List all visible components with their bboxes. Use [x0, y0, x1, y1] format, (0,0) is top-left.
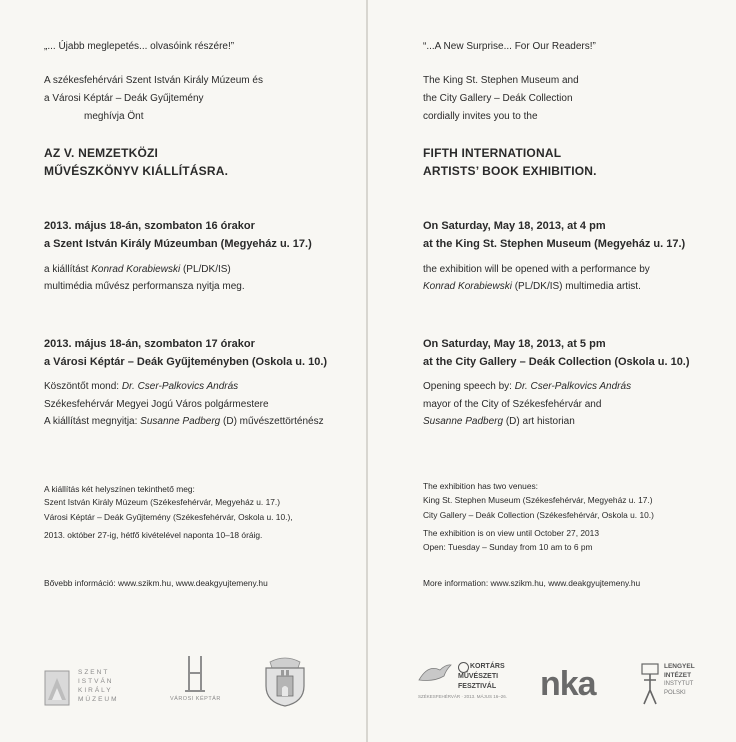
en-event2-text: Opening speech by: Dr. Cser-Palkovics András — [423, 381, 632, 392]
festival-bird-icon — [418, 662, 452, 684]
en-intro-line: The King St. Stephen Museum and — [423, 75, 579, 86]
en-venues-line: Open: Tuesday – Sunday from 10 am to 6 pm — [423, 542, 593, 552]
en-title-line: ARTISTS’ BOOK EXHIBITION. — [423, 164, 597, 178]
museum-logo-text: MÚZEUM — [78, 696, 119, 703]
en-event2-text: Susanne Padberg (D) art historian — [423, 416, 575, 427]
hu-event1-text: multimédia művész performansza nyitja meg. — [44, 281, 245, 292]
museum-logo-text: ISTVÁN — [78, 678, 114, 685]
en-event1-heading: On Saturday, May 18, 2013, at 4 pm — [423, 220, 606, 232]
institute-logo-text: INSTYTUT — [664, 681, 694, 687]
hu-quote: „... Újabb meglepetés... olvasóink részére!” — [44, 41, 235, 52]
en-quote: “...A New Surprise... For Our Readers!” — [423, 41, 596, 52]
hu-event2-heading: a Városi Képtár – Deák Gyűjteményben (Oskola u. 10.) — [44, 356, 328, 368]
hu-event1-text: a kiállítást Konrad Korabiewski (PL/DK/IS) — [44, 264, 231, 275]
festival-logo-text: FESZTIVÁL — [458, 683, 497, 690]
festival-logo — [418, 656, 528, 706]
right-page-english — [368, 0, 736, 742]
en-venues-line: City Gallery – Deák Collection (Székesfehérvár, Oskola u. 10.) — [423, 510, 654, 520]
en-intro-line: the City Gallery – Deák Collection — [423, 93, 573, 104]
en-event2-heading: On Saturday, May 18, 2013, at 5 pm — [423, 338, 606, 350]
institute-logo-text: LENGYEL — [664, 663, 695, 670]
hu-event1-heading: 2013. május 18-án, szombaton 16 órakor — [44, 220, 255, 232]
nka-logo — [540, 664, 612, 704]
festival-logo-text: MŰVÉSZETI — [458, 673, 499, 680]
en-event2-text: mayor of the City of Székesfehérvár and — [423, 399, 602, 410]
coat-of-arms-icon — [262, 656, 308, 708]
en-event2-heading: at the City Gallery – Deák Collection (Oskola u. 10.) — [423, 356, 690, 368]
polish-institute-logo — [640, 660, 710, 710]
hu-intro-line: A székesfehérvári Szent István Király Múzeum és — [44, 75, 263, 86]
hu-title-line: MŰVÉSZKÖNYV KIÁLLÍTÁSRA. — [44, 164, 229, 178]
institute-figure-icon — [640, 662, 660, 706]
city-gallery-logo — [168, 654, 222, 706]
hu-event1-heading: a Szent István Király Múzeumban (Megyeház u. 17.) — [44, 238, 312, 250]
hu-more-info: Bővebb információ: www.szikm.hu, www.deakgyujtemeny.hu — [44, 578, 268, 588]
hu-title-line: AZ V. NEMZETKÖZI — [44, 146, 159, 160]
hu-event2-text: A kiállítást megnyitja: Susanne Padberg (D) művészettörténész — [44, 416, 324, 427]
museum-logo-text: KIRÁLY — [78, 687, 113, 694]
hu-event2-text: Köszöntőt mond: Dr. Cser-Palkovics András — [44, 381, 239, 392]
hu-venues-line: Városi Képtár – Deák Gyűjtemény (Székesfehérvár, Oskola u. 10.), — [44, 512, 293, 522]
nka-logo-text: nka — [540, 665, 596, 703]
hu-event2-text: Székesfehérvár Megyei Jogú Város polgármestere — [44, 399, 269, 410]
left-page-hungarian — [0, 0, 367, 742]
museum-logo — [44, 668, 139, 708]
gallery-emblem-icon — [183, 654, 207, 694]
coat-of-arms-logo — [262, 656, 308, 708]
en-venues-line: King St. Stephen Museum (Székesfehérvár, Megyeház u. 17.) — [423, 495, 653, 505]
hu-event2-heading: 2013. május 18-án, szombaton 17 órakor — [44, 338, 255, 350]
hu-venues-line: A kiállítás két helyszínen tekinthető meg: — [44, 484, 195, 494]
en-title-line: FIFTH INTERNATIONAL — [423, 146, 562, 160]
festival-logo-text: KORTÁRS — [470, 663, 505, 670]
gallery-logo-text: VÁROSI KÉPTÁR — [170, 696, 221, 702]
hu-venues-line: Szent István Király Múzeum (Székesfehérvár, Megyeház u. 17.) — [44, 497, 280, 507]
en-venues-line: The exhibition is on view until October 27, 2013 — [423, 528, 599, 538]
en-event1-text: Konrad Korabiewski (PL/DK/IS) multimedia artist. — [423, 281, 641, 292]
en-event1-heading: at the King St. Stephen Museum (Megyeház u. 17.) — [423, 238, 686, 250]
en-venues-line: The exhibition has two venues: — [423, 481, 538, 491]
institute-logo-text: INTÉZET — [664, 672, 692, 679]
en-more-info: More information: www.szikm.hu, www.deakgyujtemeny.hu — [423, 578, 641, 588]
en-event1-text: the exhibition will be opened with a performance by — [423, 264, 650, 275]
en-intro-line: cordially invites you to the — [423, 111, 538, 122]
hu-intro-line: meghívja Önt — [84, 111, 144, 122]
hu-intro-line: a Városi Képtár – Deák Gyűjtemény — [44, 93, 204, 104]
hu-venues-line: 2013. október 27-ig, hétfő kivételével naponta 10–18 óráig. — [44, 530, 263, 540]
festival-logo-subtext: SZÉKESFEHÉRVÁR · 2013. MÁJUS 16–26. — [418, 694, 507, 699]
institute-logo-text: POLSKI — [664, 690, 686, 696]
museum-emblem-icon — [44, 670, 70, 706]
museum-logo-text: SZENT — [78, 669, 110, 676]
